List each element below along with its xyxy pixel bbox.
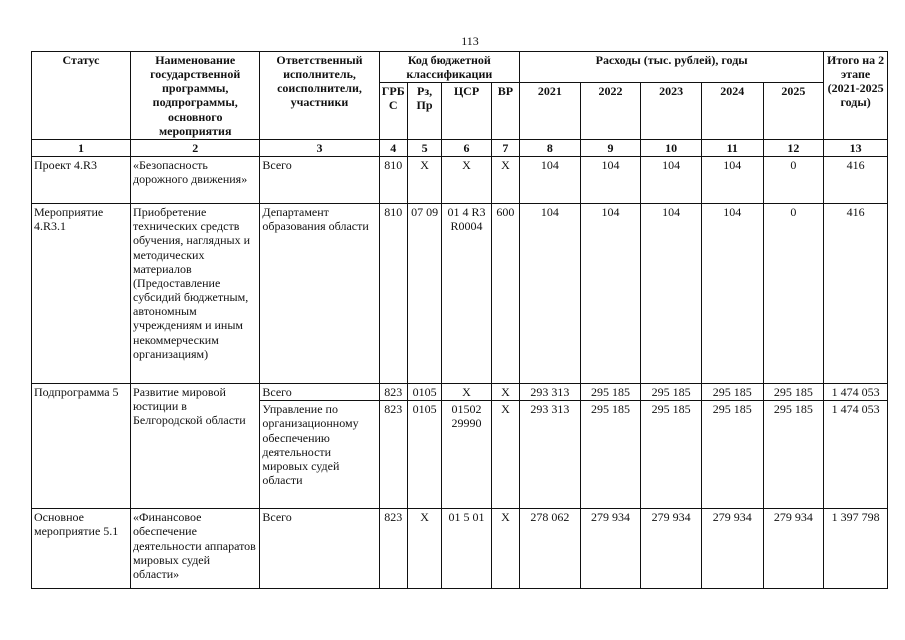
cell-2025: 0 — [763, 204, 824, 384]
cell-status: Проект 4.R3 — [32, 157, 131, 204]
cell-executor: Всего — [260, 384, 379, 401]
header-status: Статус — [32, 52, 131, 140]
header-2021: 2021 — [520, 83, 581, 140]
cell-vr: X — [491, 509, 519, 589]
table-row — [32, 384, 888, 401]
page-number: 113 — [461, 34, 479, 48]
col-num: 4 — [379, 139, 407, 156]
col-num: 5 — [407, 139, 441, 156]
cell-2021: 278 062 — [520, 509, 581, 589]
cell-2023: 295 185 — [641, 384, 702, 401]
cell-2022: 295 185 — [580, 401, 641, 509]
cell-rz: 0105 — [407, 384, 441, 401]
col-num: 12 — [763, 139, 824, 156]
cell-2024: 295 185 — [701, 384, 763, 401]
cell-total: 416 — [824, 157, 888, 204]
cell-grbs: 823 — [379, 509, 407, 589]
cell-name: Развитие мировой юстиции в Белгородской области — [131, 384, 260, 509]
cell-2022: 279 934 — [580, 509, 641, 589]
cell-2021: 104 — [520, 157, 581, 204]
cell-executor: Всего — [260, 509, 379, 589]
cell-name: Приобретение технических средств обучения, наглядных и методических материалов (Предоставление субсидий бюджетным, автономным учреждениям и иным некоммерческим организациям) — [131, 204, 260, 384]
header-2025: 2025 — [763, 83, 824, 140]
cell-csr: X — [442, 157, 492, 204]
cell-2022: 104 — [580, 157, 641, 204]
cell-2024: 279 934 — [701, 509, 763, 589]
cell-2024: 295 185 — [701, 401, 763, 509]
cell-vr: 600 — [491, 204, 519, 384]
cell-name: «Безопасность дорожного движения» — [131, 157, 260, 204]
col-num: 11 — [701, 139, 763, 156]
col-num: 8 — [520, 139, 581, 156]
header-row-1 — [32, 52, 888, 83]
table-row — [32, 509, 888, 589]
cell-csr: 01502 29990 — [442, 401, 492, 509]
cell-2025: 0 — [763, 157, 824, 204]
cell-name: «Финансовое обеспечение деятельности аппаратов мировых судей области» — [131, 509, 260, 589]
cell-2023: 295 185 — [641, 401, 702, 509]
cell-2025: 295 185 — [763, 401, 824, 509]
cell-2023: 279 934 — [641, 509, 702, 589]
cell-grbs: 810 — [379, 157, 407, 204]
cell-2022: 295 185 — [580, 384, 641, 401]
cell-csr: X — [442, 384, 492, 401]
header-expenses: Расходы (тыс. рублей), годы — [520, 52, 824, 83]
header-vr: ВР — [491, 83, 519, 140]
cell-grbs: 810 — [379, 204, 407, 384]
cell-2025: 279 934 — [763, 509, 824, 589]
cell-total: 416 — [824, 204, 888, 384]
column-number-row — [32, 139, 888, 156]
cell-csr: 01 4 R3 R0004 — [442, 204, 492, 384]
cell-total: 1 474 053 — [824, 401, 888, 509]
cell-total: 1 397 798 — [824, 509, 888, 589]
cell-grbs: 823 — [379, 384, 407, 401]
budget-table — [31, 51, 888, 589]
col-num: 2 — [131, 139, 260, 156]
cell-csr: 01 5 01 — [442, 509, 492, 589]
cell-2025: 295 185 — [763, 384, 824, 401]
header-csr: ЦСР — [442, 83, 492, 140]
cell-rz: 0105 — [407, 401, 441, 509]
header-total: Итого на 2 этапе (2021-2025 годы) — [824, 52, 888, 140]
header-2022: 2022 — [580, 83, 641, 140]
col-num: 9 — [580, 139, 641, 156]
cell-vr: X — [491, 401, 519, 509]
cell-2021: 104 — [520, 204, 581, 384]
cell-rz: 07 09 — [407, 204, 441, 384]
cell-2023: 104 — [641, 157, 702, 204]
col-num: 10 — [641, 139, 702, 156]
cell-2021: 293 313 — [520, 401, 581, 509]
cell-2024: 104 — [701, 204, 763, 384]
header-executor: Ответственный исполнитель, соисполнители, участники — [260, 52, 379, 140]
header-program-name: Наименование государственной программы, подпрограммы, основного мероприятия — [131, 52, 260, 140]
cell-total: 1 474 053 — [824, 384, 888, 401]
cell-vr: X — [491, 157, 519, 204]
header-grbs: ГРБС — [379, 83, 407, 140]
cell-executor: Всего — [260, 157, 379, 204]
col-num: 6 — [442, 139, 492, 156]
col-num: 13 — [824, 139, 888, 156]
cell-2023: 104 — [641, 204, 702, 384]
cell-status: Подпрограмма 5 — [32, 384, 131, 509]
table-row — [32, 157, 888, 204]
header-rz-pr: Рз, Пр — [407, 83, 441, 140]
cell-executor: Департамент образования области — [260, 204, 379, 384]
header-2023: 2023 — [641, 83, 702, 140]
table-row — [32, 204, 888, 384]
cell-2021: 293 313 — [520, 384, 581, 401]
cell-vr: X — [491, 384, 519, 401]
cell-status: Мероприятие 4.R3.1 — [32, 204, 131, 384]
cell-grbs: 823 — [379, 401, 407, 509]
cell-rz: X — [407, 157, 441, 204]
cell-status: Основное мероприятие 5.1 — [32, 509, 131, 589]
cell-rz: X — [407, 509, 441, 589]
cell-executor: Управление по организационному обеспечению деятельности мировых судей области — [260, 401, 379, 509]
header-budget-code: Код бюджетной классификации — [379, 52, 519, 83]
col-num: 3 — [260, 139, 379, 156]
col-num: 1 — [32, 139, 131, 156]
header-2024: 2024 — [701, 83, 763, 140]
cell-2022: 104 — [580, 204, 641, 384]
col-num: 7 — [491, 139, 519, 156]
cell-2024: 104 — [701, 157, 763, 204]
